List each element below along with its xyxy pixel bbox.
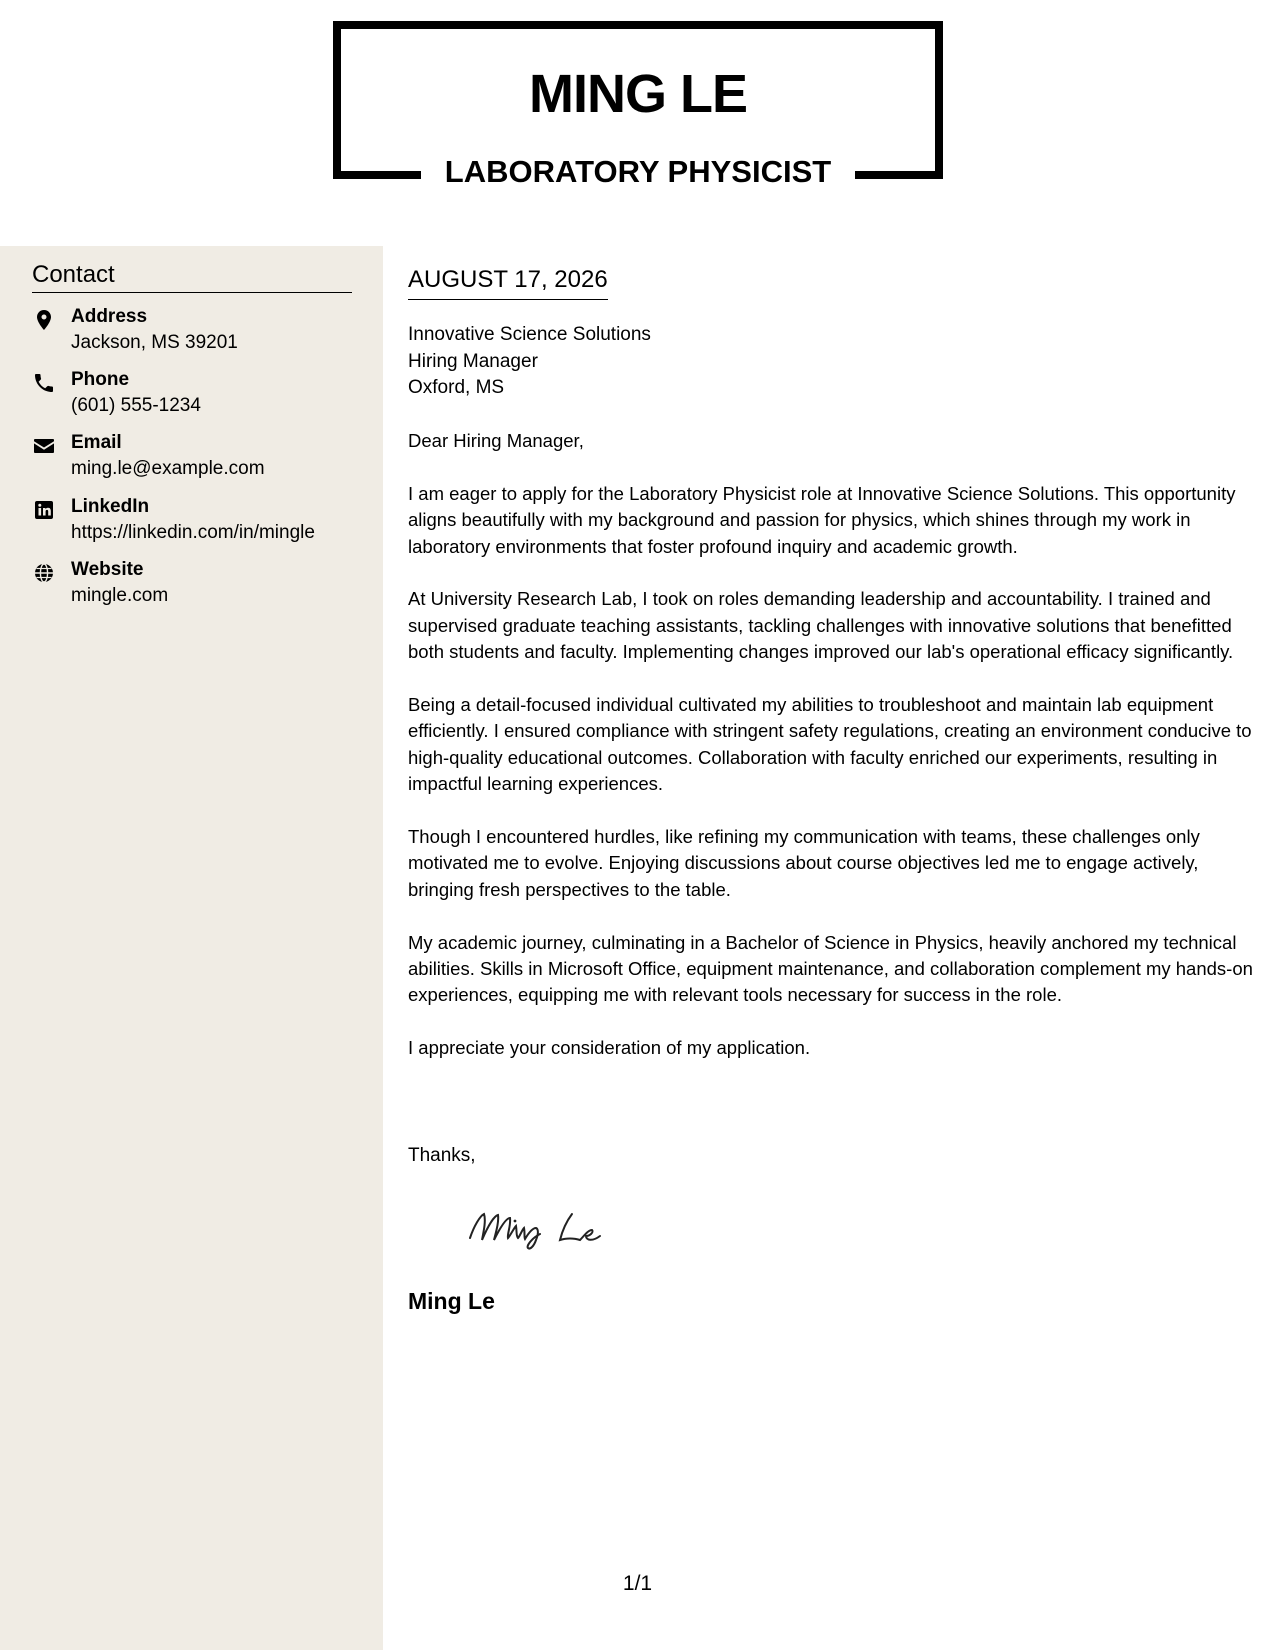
job-title: LABORATORY PHYSICIST [444, 154, 832, 189]
letter-body [408, 428, 1253, 1088]
frame-bottom-right-bar [855, 171, 943, 179]
linkedin-icon [32, 498, 56, 522]
contact-label: LinkedIn [71, 496, 150, 517]
contact-phone [32, 367, 372, 423]
contact-value[interactable]: mingle.com [71, 585, 169, 606]
contact-email [32, 430, 372, 486]
body-paragraph: Though I encountered hurdles, like refining my communication with teams, these challenges only motivated me to evolve. Enjoying discussions about course objectives led me to engage actively, bringing fresh perspectives to the table. [408, 826, 1200, 900]
signature-image [462, 1196, 622, 1256]
contact-value: (601) 555-1234 [71, 395, 201, 416]
map-pin-icon [32, 308, 56, 332]
applicant-name: MING LE [529, 64, 747, 124]
signed-name: Ming Le [408, 1288, 495, 1314]
page-number: 1/1 [622, 1572, 653, 1595]
body-paragraph: Being a detail-focused individual cultivated my abilities to troubleshoot and maintain lab equipment efficiently. I ensured compliance with stringent safety regulations, creating an environment conducive to high-quality educational outcomes. Collaboration with faculty enriched our experiments, resulting in impactful learning experiences. [408, 694, 1252, 795]
contact-linkedin [32, 494, 372, 550]
greeting: Dear Hiring Manager, [408, 430, 584, 451]
contact-value[interactable]: ming.le@example.com [71, 458, 265, 479]
phone-icon [32, 371, 56, 395]
body-paragraph: My academic journey, culminating in a Bachelor of Science in Physics, heavily anchored my technical abilities. Skills in Microsoft Office, equipment maintenance, and collaboration complement my hands-on experiences, equipping me with relevant tools necessary for success in the role. [408, 931, 1253, 1006]
recipient-location: Oxford, MS [408, 377, 505, 398]
closing: Thanks, [408, 1145, 476, 1166]
contact-label: Website [71, 559, 144, 580]
frame-top-bar [333, 21, 943, 29]
body-paragraph: I am eager to apply for the Laboratory Physicist role at Innovative Science Solutions. This opportunity aligns beautifully with my background and passion for physics, which shines through my work in laboratory environments that foster profound inquiry and academic growth. [408, 482, 1236, 557]
recipient-company: Innovative Science Solutions [408, 324, 651, 345]
envelope-icon [32, 434, 56, 458]
frame-bottom-left-bar [333, 171, 421, 179]
contact-label: Phone [71, 369, 130, 390]
recipient-title: Hiring Manager [408, 350, 538, 372]
letter-date: AUGUST 17, 2026 [408, 265, 608, 300]
contact-value[interactable]: https://linkedin.com/in/mingle [71, 522, 315, 543]
contact-heading: Contact [32, 260, 352, 293]
body-paragraph: I appreciate your consideration of my application. [408, 1037, 811, 1059]
contact-address [32, 304, 372, 360]
globe-icon [32, 561, 56, 585]
contact-label: Address [71, 306, 148, 327]
contact-website [32, 557, 372, 613]
contact-label: Email [71, 432, 122, 453]
body-paragraph: At University Research Lab, I took on roles demanding leadership and accountability. I trained and supervised graduate teaching assistants, tackling challenges with innovative solutions that benefitted both students and faculty. Implementing changes improved our lab's operational efficacy significantly. [408, 588, 1234, 663]
contact-value: Jackson, MS 39201 [71, 332, 238, 353]
recipient-block [408, 322, 651, 402]
